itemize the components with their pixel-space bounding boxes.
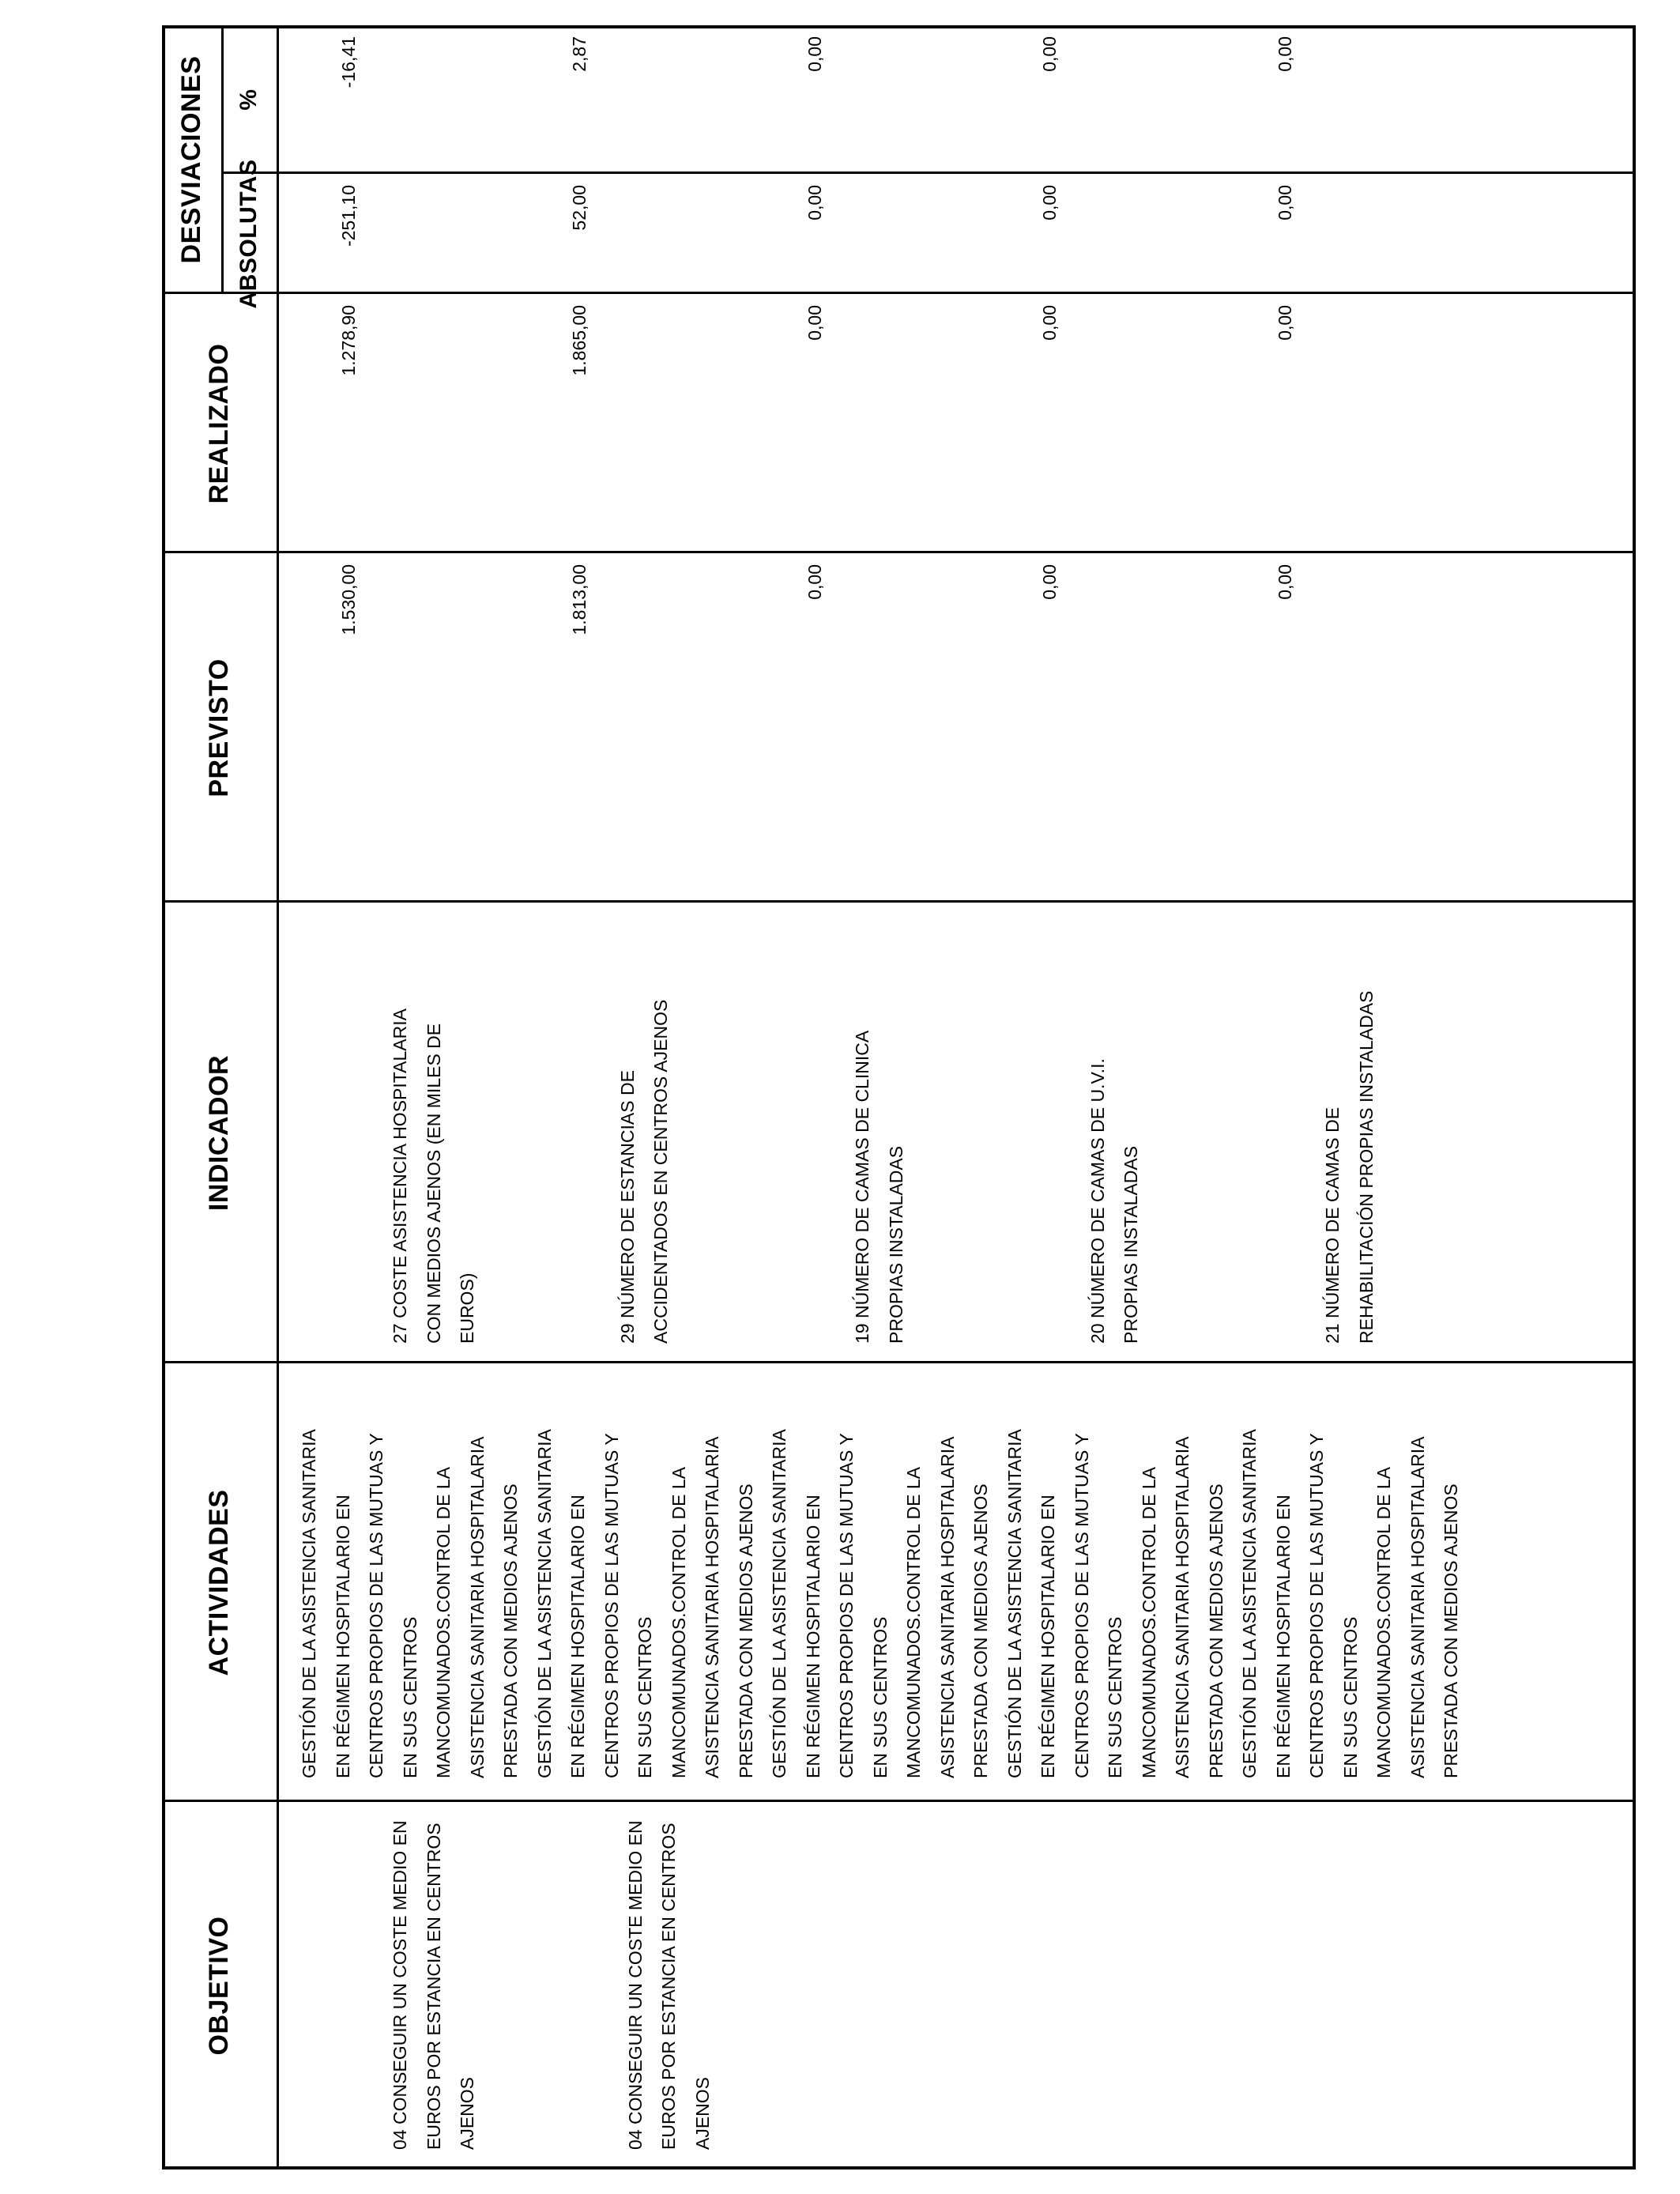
previsto-value: 1.530,00 xyxy=(337,564,359,635)
realizado-value: 0,00 xyxy=(1274,305,1295,341)
desviaciones-sub-divider xyxy=(221,172,1636,174)
column-divider xyxy=(162,1361,1636,1363)
porcentaje-value: 0,00 xyxy=(1039,36,1060,72)
header-objetivo: OBJETIVO xyxy=(204,1916,234,2056)
header-bottom-line xyxy=(277,25,279,2169)
actividades-cell: GESTIÓN DE LA ASISTENCIA SANITARIA EN RÉGIMEN HOSPITALARIO EN CENTROS PROPIOS DE LAS MUTUAS Y EN SUS CENTROS MANCOMUNADOS.CONTROL DE LA ASISTENCIA SANITARIA HOSPITALARIA PRESTADA CON MEDIOS AJENOS GESTIÓN DE LA ASISTENCIA SANITARIA EN RÉGIMEN HOSPITALARIO EN CENTROS PROPIOS DE LAS MUTUAS Y EN SUS CENTROS MANCOMUNADOS.CONTROL DE LA ASISTENCIA SANITARIA HOSPITALARIA PRESTADA CON MEDIOS AJENOS GESTIÓN DE LA ASISTENCIA SANITARIA EN RÉGIMEN HOSPITALARIO EN CENTROS PROPIOS DE LAS MUTUAS Y EN SUS CENTROS MANCOMUNADOS.CONTROL DE LA ASISTENCIA SANITARIA HOSPITALARIA PRESTADA CON MEDIOS AJENOS GESTIÓN DE LA ASISTENCIA SANITARIA EN RÉGIMEN HOSPITALARIO EN CENTROS PROPIOS DE LAS MUTUAS Y EN SUS CENTROS MANCOMUNADOS.CONTROL DE LA ASISTENCIA SANITARIA HOSPITALARIA PRESTADA CON MEDIOS AJENOS GESTIÓN DE LA ASISTENCIA SANITARIA EN RÉGIMEN HOSPITALARIO EN CENTROS PROPIOS DE LAS MUTUAS Y EN SUS CENTROS MANCOMUNADOS.CONTROL DE LA ASISTENCIA SANITARIA HOSPITALARIA PRESTADA CON MEDIOS AJENOS xyxy=(299,1429,1461,1778)
indicador-cell: 21 NÚMERO DE CAMAS DE REHABILITACIÓN PROPIAS INSTALADAS xyxy=(1322,990,1377,1344)
column-divider xyxy=(162,292,1636,294)
porcentaje-value: 0,00 xyxy=(804,36,825,72)
absolutas-value: 0,00 xyxy=(1274,185,1295,221)
absolutas-value: 0,00 xyxy=(804,185,825,221)
column-divider xyxy=(162,1800,1636,1802)
header-porcentaje: % xyxy=(235,89,262,111)
absolutas-value: 52,00 xyxy=(569,185,590,231)
header-previsto: PREVISTO xyxy=(204,658,234,797)
porcentaje-value: 0,00 xyxy=(1274,36,1295,72)
header-indicador: INDICADOR xyxy=(204,1054,234,1212)
column-divider xyxy=(162,551,1636,553)
realizado-value: 1.865,00 xyxy=(569,305,590,376)
indicador-cell: 27 COSTE ASISTENCIA HOSPITALARIA CON MEDIOS AJENOS (EN MILES DE EUROS) xyxy=(390,1008,477,1344)
previsto-value: 0,00 xyxy=(1274,564,1295,600)
realizado-value: 0,00 xyxy=(804,305,825,341)
previsto-value: 0,00 xyxy=(1039,564,1060,600)
column-divider xyxy=(162,900,1636,903)
realizado-value: 0,00 xyxy=(1039,305,1060,341)
realizado-value: 1.278,90 xyxy=(337,305,359,376)
header-realizado: REALIZADO xyxy=(204,343,234,504)
header-desviaciones: DESVIACIONES xyxy=(176,55,206,264)
previsto-value: 0,00 xyxy=(804,564,825,600)
previsto-value: 1.813,00 xyxy=(569,564,590,635)
indicador-cell: 20 NÚMERO DE CAMAS DE U.V.I. PROPIAS INSTALADAS xyxy=(1087,1058,1141,1344)
indicador-cell: 29 NÚMERO DE ESTANCIAS DE ACCIDENTADOS EN CENTROS AJENOS xyxy=(616,999,671,1344)
header-actividades: ACTIVIDADES xyxy=(204,1489,234,1676)
porcentaje-value: -16,41 xyxy=(337,36,359,89)
porcentaje-value: 2,87 xyxy=(569,36,590,72)
header-absolutas: ABSOLUTAS xyxy=(235,159,262,309)
indicador-cell: 19 NÚMERO DE CAMAS DE CLINICA PROPIAS INSTALADAS xyxy=(852,1030,906,1344)
objetivo-cell: 04 CONSEGUIR UN COSTE MEDIO EN EUROS POR ESTANCIA EN CENTROS AJENOS xyxy=(390,1820,477,2150)
absolutas-value: -251,10 xyxy=(337,185,359,247)
objetivo-cell: 04 CONSEGUIR UN COSTE MEDIO EN EUROS POR ESTANCIA EN CENTROS AJENOS xyxy=(624,1820,713,2150)
absolutas-value: 0,00 xyxy=(1039,185,1060,221)
